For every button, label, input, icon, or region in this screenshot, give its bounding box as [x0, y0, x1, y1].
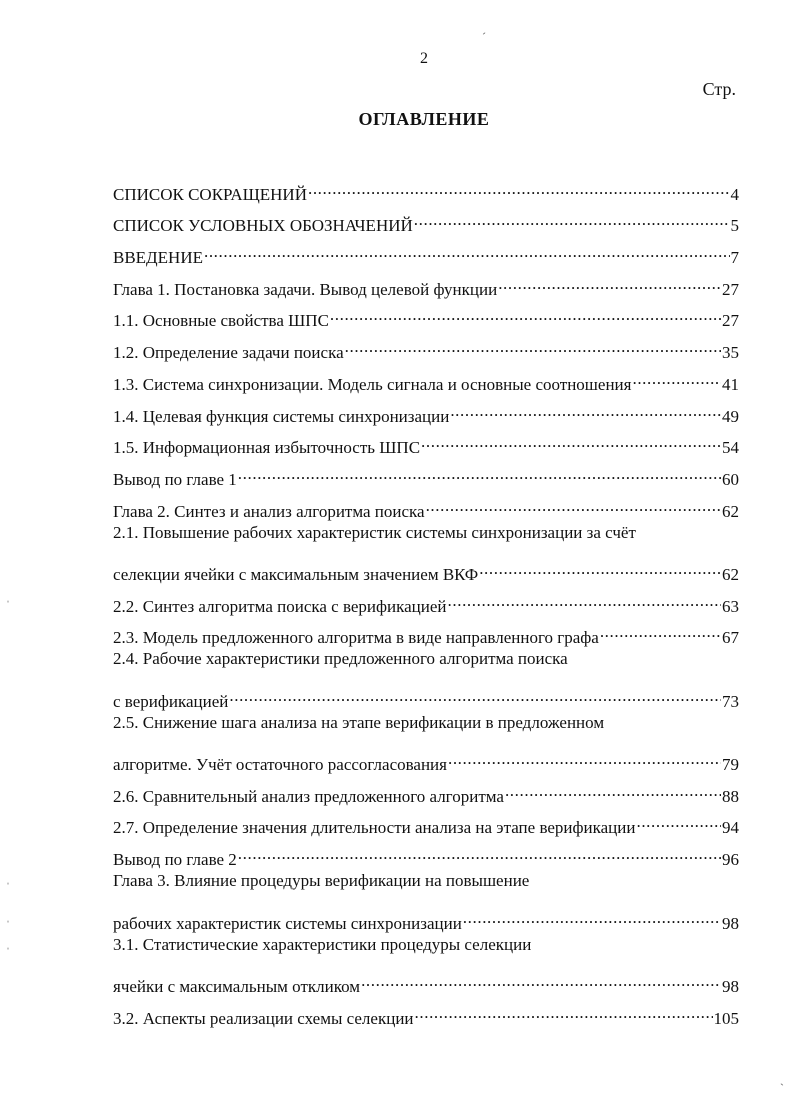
toc-entry-page: 35 [722, 343, 739, 363]
toc-entry-page: 62 [722, 501, 739, 521]
toc-entry-page: 27 [722, 279, 739, 299]
dot-leader [308, 168, 730, 200]
toc-entry-text: 2.7. Определение значения длительности анализа на этапе верификации [113, 818, 636, 838]
toc-entry-page: 105 [713, 1008, 739, 1028]
toc-entry-text: 1.1. Основные свойства ШПС [113, 311, 329, 331]
scan-speck: ˈ [6, 598, 10, 612]
toc-entry-page: 88 [722, 786, 739, 806]
dot-leader [636, 802, 721, 834]
dot-leader [448, 738, 721, 770]
scan-speck: ˏ [780, 1072, 784, 1086]
dot-leader [204, 231, 730, 263]
toc-entry-page: 73 [722, 691, 739, 711]
toc-entry-page: 94 [722, 818, 739, 838]
toc-entry-text: 2.2. Синтез алгоритма поиска с верификацией [113, 596, 447, 616]
toc-entry[interactable] [113, 548, 739, 584]
dot-leader [448, 580, 721, 612]
toc-entry-text: 1.2. Определение задачи поиска [113, 343, 344, 363]
toc-entry-page: 79 [722, 755, 739, 775]
toc-entry-text: 3.1. Статистические характеристики процедуры селекции [113, 934, 532, 954]
toc-entry-text: с верификацией [113, 691, 229, 711]
toc-entry-text: СПИСОК УСЛОВНЫХ ОБОЗНАЧЕНИЙ [113, 216, 413, 236]
dot-leader [479, 548, 721, 580]
toc-entry-text: 2.1. Повышение рабочих характеристик системы синхронизации за счёт [113, 522, 636, 542]
toc-entry-first-line[interactable] [113, 865, 739, 897]
toc-entry-first-line[interactable] [113, 517, 739, 549]
toc-entry-first-line[interactable] [113, 929, 739, 961]
toc-entry-page: 60 [722, 469, 739, 489]
toc-entry[interactable] [113, 263, 739, 299]
toc-entry-text: 1.4. Целевая функция системы синхронизации [113, 406, 450, 426]
table-of-contents [113, 168, 739, 1028]
toc-entry[interactable] [113, 168, 739, 204]
dot-leader [345, 326, 721, 358]
toc-entry-text: 2.6. Сравнительный анализ предложенного алгоритма [113, 786, 504, 806]
toc-title: ОГЛАВЛЕНИЕ [358, 109, 490, 129]
toc-entry-text: 2.4. Рабочие характеристики предложенного алгоритма поиска [113, 649, 568, 669]
toc-entry-page: 49 [722, 406, 739, 426]
toc-entry-text: Вывод по главе 1 [113, 469, 237, 489]
dot-leader [632, 358, 721, 390]
toc-entry-page: 54 [722, 438, 739, 458]
toc-entry[interactable] [113, 960, 739, 996]
dot-leader [421, 422, 721, 454]
toc-entry-text: 1.3. Система синхронизации. Модель сигнала и основные соотношения [113, 374, 632, 394]
toc-entry-text: 2.5. Снижение шага анализа на этапе верификации в предложенном [113, 712, 605, 732]
dot-leader [361, 960, 721, 992]
dot-leader [600, 612, 721, 644]
toc-entry-page: 67 [722, 628, 739, 648]
dot-leader [238, 833, 721, 865]
toc-entry-page: 7 [730, 248, 739, 268]
toc-entry-text: алгоритме. Учёт остаточного рассогласования [113, 755, 447, 775]
scan-speck: ˊ [482, 30, 486, 44]
toc-entry[interactable] [113, 231, 739, 268]
dot-leader [330, 295, 721, 327]
toc-entry-text: селекции ячейки с максимальным значением ВКФ [113, 564, 479, 584]
dot-leader [229, 675, 721, 707]
scan-speck: ˈ [6, 945, 10, 959]
toc-entry-text: СПИСОК СОКРАЩЕНИЙ [113, 184, 307, 204]
toc-entry-page: 63 [722, 596, 739, 616]
dot-leader [238, 453, 721, 485]
toc-entry-text: рабочих характеристик системы синхронизации [113, 913, 462, 933]
toc-entry-text: Глава 3. Влияние процедуры верификации на повышение [113, 871, 530, 891]
toc-entry-first-line[interactable] [113, 707, 739, 739]
toc-entry-text: 3.2. Аспекты реализации схемы селекции [113, 1008, 414, 1028]
toc-entry-first-line[interactable] [113, 643, 739, 675]
toc-entry-page: 98 [722, 976, 739, 996]
toc-entry-page: 96 [722, 850, 739, 870]
toc-entry-text: Глава 1. Постановка задачи. Вывод целевой функции [113, 279, 498, 299]
dot-leader [505, 770, 721, 802]
dot-leader [415, 992, 713, 1024]
toc-entry-text: ячейки с максимальным откликом [113, 976, 361, 996]
toc-entry-text: 2.3. Модель предложенного алгоритма в виде направленного графа [113, 628, 599, 648]
page-column-label: Стр. [702, 79, 736, 99]
toc-entry-text: ВВЕДЕНИЕ [113, 248, 203, 268]
dot-leader [450, 390, 721, 422]
toc-entry-text: Вывод по главе 2 [113, 850, 237, 870]
dot-leader [426, 485, 721, 517]
scan-speck: ˈ [6, 880, 10, 894]
toc-entry-page: 4 [730, 184, 739, 204]
dot-leader [414, 200, 730, 232]
toc-entry-page: 62 [722, 564, 739, 584]
dot-leader [498, 263, 721, 295]
dot-leader [463, 897, 721, 929]
toc-entry-page: 27 [722, 311, 739, 331]
page-number: 2 [420, 50, 428, 67]
toc-entry-page: 5 [730, 216, 739, 236]
toc-entry[interactable] [113, 897, 739, 933]
toc-entry-text: Глава 2. Синтез и анализ алгоритма поиска [113, 501, 425, 521]
scan-speck: ˈ [6, 918, 10, 932]
toc-entry-page: 98 [722, 913, 739, 933]
toc-entry-page: 41 [722, 374, 739, 394]
toc-entry-text: 1.5. Информационная избыточность ШПС [113, 438, 421, 458]
toc-entry[interactable] [113, 738, 739, 775]
toc-entry[interactable] [113, 675, 739, 711]
